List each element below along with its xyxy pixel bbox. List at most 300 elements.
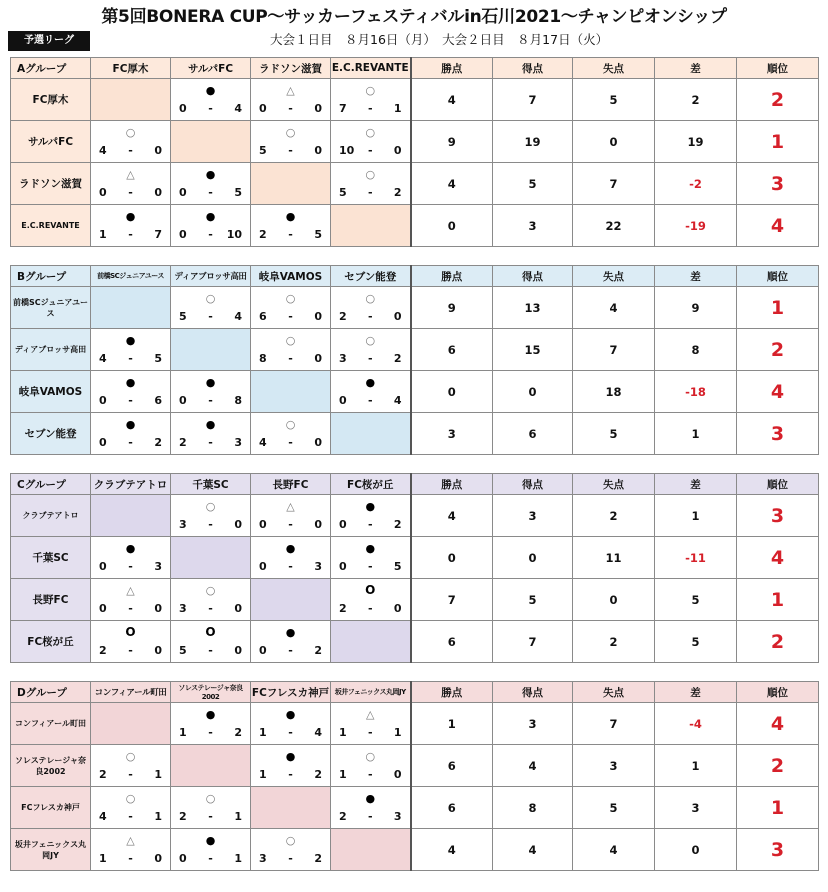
score-against: 10	[226, 228, 242, 241]
score-separator: -	[128, 560, 133, 573]
result-mark: O	[125, 625, 136, 639]
score-separator: -	[367, 394, 373, 407]
match-result	[171, 79, 250, 120]
goal-difference: -19	[655, 205, 737, 247]
score-for: 1	[99, 228, 107, 241]
match-result	[91, 371, 170, 412]
score-separator: -	[367, 726, 373, 739]
score-separator: -	[128, 144, 133, 157]
team-row	[11, 495, 819, 537]
goals-against: 5	[573, 413, 655, 455]
score-separator: -	[367, 768, 373, 781]
opponent-header: サルパFC	[171, 58, 251, 79]
score-against: 4	[234, 310, 242, 323]
result-mark: ●	[125, 210, 136, 223]
goals-against: 0	[573, 121, 655, 163]
score-against: 0	[314, 518, 322, 531]
goals-for: 3	[493, 205, 573, 247]
score-separator: -	[128, 352, 133, 365]
score-separator: -	[288, 768, 293, 781]
score-for: 2	[179, 436, 187, 449]
self-match-cell	[91, 287, 171, 329]
self-match-cell	[251, 579, 331, 621]
score-for: 3	[259, 852, 267, 865]
result-mark: ●	[125, 418, 136, 431]
score-against: 0	[154, 852, 162, 865]
score-against: 5	[314, 228, 322, 241]
score-against: 1	[234, 810, 242, 823]
opponent-header: 坂井フェニックス丸岡JY	[331, 682, 411, 703]
match-result-cell	[91, 537, 171, 579]
score-separator: -	[128, 810, 133, 823]
match-result	[91, 537, 170, 578]
score-against: 0	[314, 144, 322, 157]
match-result-cell	[91, 745, 171, 787]
self-match-cell	[171, 121, 251, 163]
match-result	[331, 163, 410, 204]
rank: 2	[737, 621, 819, 663]
match-result-cell	[171, 205, 251, 247]
stat-header: 勝点	[411, 266, 493, 287]
match-result	[251, 287, 330, 328]
result-mark: ○	[365, 84, 376, 97]
goals-against: 5	[573, 787, 655, 829]
score-for: 0	[179, 852, 187, 865]
score-for: 0	[259, 518, 267, 531]
goal-difference: 9	[655, 287, 737, 329]
score-for: 0	[99, 394, 107, 407]
goals-against: 2	[573, 621, 655, 663]
opponent-header: 岐阜VAMOS	[251, 266, 331, 287]
score-against: 0	[393, 602, 402, 615]
score-against: 2	[393, 186, 402, 199]
group-table-3	[10, 473, 819, 663]
score-separator: -	[367, 144, 373, 157]
score-for: 0	[99, 186, 107, 199]
self-match-cell	[251, 163, 331, 205]
score-for: 2	[179, 810, 187, 823]
self-match-cell	[331, 621, 411, 663]
opponent-header: 千葉SC	[171, 474, 251, 495]
match-result-cell	[331, 703, 411, 745]
match-result	[251, 745, 330, 786]
rank: 3	[737, 413, 819, 455]
goals-for: 3	[493, 495, 573, 537]
result-mark: O	[365, 583, 376, 597]
score-against: 5	[154, 352, 162, 365]
score-against: 0	[314, 310, 322, 323]
self-match-cell	[171, 329, 251, 371]
score-separator: -	[208, 186, 213, 199]
group-header-row	[11, 266, 819, 287]
tournament-dates: 大会１日目 ８月16日（月） 大会２日目 ８月17日（火）	[270, 32, 609, 47]
team-row	[11, 621, 819, 663]
team-name: ラドソン滋賀	[11, 163, 91, 205]
score-separator: -	[208, 726, 213, 739]
match-result-cell	[91, 205, 171, 247]
match-result-cell	[91, 621, 171, 663]
team-name: FC桜が丘	[11, 621, 91, 663]
rank: 2	[737, 745, 819, 787]
score-against: 5	[393, 560, 402, 573]
score-for: 0	[339, 518, 347, 531]
score-against: 5	[234, 186, 242, 199]
self-match-cell	[171, 537, 251, 579]
team-name: FC厚木	[11, 79, 91, 121]
team-row	[11, 287, 819, 329]
rank: 2	[737, 79, 819, 121]
score-against: 0	[234, 644, 242, 657]
match-result	[91, 787, 170, 828]
match-result	[251, 79, 330, 120]
score-for: 0	[339, 394, 347, 407]
result-mark: ○	[365, 292, 376, 305]
result-mark: ●	[285, 708, 296, 721]
stat-header: 失点	[573, 474, 655, 495]
score-for: 1	[99, 852, 107, 865]
match-result	[171, 579, 250, 620]
score-for: 5	[339, 186, 347, 199]
rank: 4	[737, 371, 819, 413]
score-against: 4	[393, 394, 402, 407]
goals-against: 4	[573, 829, 655, 871]
score-against: 1	[154, 810, 162, 823]
opponent-header: クラブテアトロ	[91, 474, 171, 495]
score-separator: -	[288, 560, 293, 573]
match-result	[91, 621, 170, 662]
match-result-cell	[331, 495, 411, 537]
result-mark: ●	[285, 750, 296, 763]
group-label: Bグループ	[11, 266, 91, 287]
opponent-header: コンフィアール町田	[91, 682, 171, 703]
match-result	[251, 121, 330, 162]
match-result	[331, 329, 410, 370]
group-table-4	[10, 681, 819, 871]
score-separator: -	[288, 436, 293, 449]
result-mark: ●	[205, 376, 216, 389]
match-result-cell	[331, 787, 411, 829]
match-result	[331, 79, 410, 120]
points: 6	[411, 787, 493, 829]
result-mark: ○	[365, 750, 376, 763]
self-match-cell	[331, 829, 411, 871]
score-for: 0	[179, 394, 187, 407]
rank: 2	[737, 329, 819, 371]
match-result	[331, 703, 410, 744]
goal-difference: 19	[655, 121, 737, 163]
score-separator: -	[288, 228, 293, 241]
score-against: 7	[154, 228, 162, 241]
score-separator: -	[128, 644, 133, 657]
match-result-cell	[331, 329, 411, 371]
points: 4	[411, 163, 493, 205]
score-separator: -	[128, 768, 133, 781]
match-result	[331, 579, 410, 620]
result-mark: ●	[285, 626, 296, 639]
score-for: 1	[259, 726, 267, 739]
result-mark: ●	[205, 834, 216, 847]
opponent-header: FCフレスカ神戸	[251, 682, 331, 703]
match-result-cell	[251, 121, 331, 163]
match-result	[251, 413, 330, 454]
opponent-header: ラドソン滋賀	[251, 58, 331, 79]
score-separator: -	[208, 518, 213, 531]
team-row	[11, 121, 819, 163]
stat-header: 差	[655, 266, 737, 287]
team-row	[11, 413, 819, 455]
score-for: 5	[179, 644, 187, 657]
match-result-cell	[171, 703, 251, 745]
match-result	[171, 371, 250, 412]
opponent-header: ディアブロッサ高田	[171, 266, 251, 287]
stat-header: 差	[655, 58, 737, 79]
score-separator: -	[288, 102, 293, 115]
match-result-cell	[331, 79, 411, 121]
team-row	[11, 371, 819, 413]
team-name: 前橋SCジュニアユース	[11, 287, 91, 329]
match-result	[171, 829, 250, 870]
goals-against: 3	[573, 745, 655, 787]
score-against: 6	[154, 394, 162, 407]
result-mark: ○	[205, 500, 216, 513]
goal-difference: 5	[655, 579, 737, 621]
score-for: 0	[259, 102, 267, 115]
goals-for: 0	[493, 371, 573, 413]
rank: 1	[737, 579, 819, 621]
result-mark: ●	[365, 542, 376, 555]
points: 0	[411, 537, 493, 579]
match-result	[91, 829, 170, 870]
goals-for: 4	[493, 829, 573, 871]
rank: 4	[737, 205, 819, 247]
score-separator: -	[208, 436, 213, 449]
opponent-header: E.C.REVANTE	[331, 58, 411, 79]
self-match-cell	[251, 787, 331, 829]
match-result-cell	[91, 787, 171, 829]
result-mark: △	[366, 708, 375, 721]
points: 0	[411, 205, 493, 247]
goals-for: 4	[493, 745, 573, 787]
group-header-row	[11, 474, 819, 495]
team-name: 坂井フェニックス丸岡JY	[11, 829, 91, 871]
score-against: 2	[393, 352, 402, 365]
score-separator: -	[288, 852, 293, 865]
score-against: 0	[393, 310, 402, 323]
stat-header: 順位	[737, 682, 819, 703]
stat-header: 勝点	[411, 58, 493, 79]
goal-difference: 3	[655, 787, 737, 829]
result-mark: ●	[125, 334, 136, 347]
match-result	[171, 413, 250, 454]
match-result	[251, 329, 330, 370]
result-mark: △	[286, 500, 295, 513]
result-mark: ○	[205, 292, 216, 305]
team-row	[11, 163, 819, 205]
team-name: 千葉SC	[11, 537, 91, 579]
score-against: 2	[314, 852, 322, 865]
match-result-cell	[251, 329, 331, 371]
result-mark: ●	[205, 418, 216, 431]
match-result	[251, 205, 330, 246]
stat-header: 失点	[573, 682, 655, 703]
score-against: 0	[154, 144, 162, 157]
result-mark: ●	[205, 168, 216, 181]
score-against: 0	[393, 768, 402, 781]
score-separator: -	[288, 518, 293, 531]
score-against: 0	[314, 102, 322, 115]
match-result	[251, 537, 330, 578]
score-for: 1	[179, 726, 187, 739]
match-result-cell	[251, 829, 331, 871]
rank: 3	[737, 163, 819, 205]
goals-against: 22	[573, 205, 655, 247]
team-name: ディアブロッサ高田	[11, 329, 91, 371]
score-against: 2	[314, 644, 322, 657]
score-for: 0	[259, 644, 267, 657]
goals-against: 7	[573, 703, 655, 745]
goals-for: 3	[493, 703, 573, 745]
score-separator: -	[128, 602, 133, 615]
match-result	[91, 579, 170, 620]
goal-difference: 2	[655, 79, 737, 121]
stat-header: 順位	[737, 266, 819, 287]
score-against: 0	[154, 602, 162, 615]
score-for: 4	[99, 810, 107, 823]
match-result-cell	[91, 579, 171, 621]
score-against: 2	[154, 436, 162, 449]
stat-header: 失点	[573, 58, 655, 79]
score-for: 0	[99, 436, 107, 449]
match-result-cell	[251, 495, 331, 537]
match-result-cell	[171, 829, 251, 871]
score-against: 1	[393, 102, 402, 115]
match-result-cell	[251, 79, 331, 121]
score-for: 5	[259, 144, 267, 157]
team-row	[11, 787, 819, 829]
result-mark: ●	[205, 210, 216, 223]
score-for: 1	[339, 726, 347, 739]
score-for: 10	[339, 144, 355, 157]
team-row	[11, 703, 819, 745]
score-for: 3	[179, 518, 187, 531]
result-mark: ●	[205, 84, 216, 97]
score-separator: -	[128, 186, 133, 199]
score-for: 0	[179, 186, 187, 199]
rank: 1	[737, 121, 819, 163]
result-mark: ○	[285, 126, 296, 139]
match-result	[331, 495, 410, 536]
self-match-cell	[331, 413, 411, 455]
goals-for: 5	[493, 163, 573, 205]
match-result-cell	[171, 79, 251, 121]
group-header-row	[11, 58, 819, 79]
score-separator: -	[288, 726, 293, 739]
result-mark: ○	[365, 334, 376, 347]
score-separator: -	[208, 602, 213, 615]
stage-badge: 予選リーグ	[8, 31, 90, 51]
match-result-cell	[251, 205, 331, 247]
goals-for: 6	[493, 413, 573, 455]
match-result	[331, 787, 410, 828]
points: 0	[411, 371, 493, 413]
score-against: 1	[234, 852, 242, 865]
score-for: 0	[99, 560, 107, 573]
match-result-cell	[251, 621, 331, 663]
rank: 4	[737, 703, 819, 745]
match-result-cell	[331, 163, 411, 205]
score-against: 3	[234, 436, 242, 449]
opponent-header: 長野FC	[251, 474, 331, 495]
goal-difference: 1	[655, 495, 737, 537]
team-name: コンフィアール町田	[11, 703, 91, 745]
goals-against: 4	[573, 287, 655, 329]
points: 3	[411, 413, 493, 455]
match-result-cell	[91, 121, 171, 163]
match-result	[331, 371, 410, 412]
result-mark: ●	[285, 210, 296, 223]
match-result-cell	[171, 579, 251, 621]
self-match-cell	[331, 205, 411, 247]
stat-header: 得点	[493, 474, 573, 495]
group-table-1	[10, 57, 819, 247]
score-for: 2	[259, 228, 267, 241]
self-match-cell	[91, 703, 171, 745]
points: 9	[411, 287, 493, 329]
stat-header: 得点	[493, 682, 573, 703]
match-result	[91, 205, 170, 246]
score-against: 3	[154, 560, 162, 573]
score-for: 1	[259, 768, 267, 781]
score-separator: -	[208, 394, 213, 407]
stat-header: 得点	[493, 266, 573, 287]
result-mark: △	[126, 584, 135, 597]
goals-against: 0	[573, 579, 655, 621]
score-against: 0	[234, 602, 242, 615]
result-mark: ●	[125, 542, 136, 555]
rank: 1	[737, 787, 819, 829]
score-separator: -	[367, 560, 373, 573]
match-result	[251, 621, 330, 662]
team-name: サルパFC	[11, 121, 91, 163]
match-result-cell	[251, 745, 331, 787]
score-for: 4	[259, 436, 267, 449]
group-header-row	[11, 682, 819, 703]
score-separator: -	[208, 310, 213, 323]
match-result-cell	[171, 787, 251, 829]
score-for: 2	[339, 602, 347, 615]
match-result	[171, 787, 250, 828]
points: 7	[411, 579, 493, 621]
score-against: 0	[393, 144, 402, 157]
rank: 1	[737, 287, 819, 329]
result-mark: ○	[285, 834, 296, 847]
team-row	[11, 829, 819, 871]
match-result	[251, 829, 330, 870]
match-result	[91, 745, 170, 786]
goal-difference: 1	[655, 413, 737, 455]
team-name: 岐阜VAMOS	[11, 371, 91, 413]
score-against: 2	[314, 768, 322, 781]
score-separator: -	[367, 810, 373, 823]
score-separator: -	[208, 228, 213, 241]
score-for: 4	[99, 352, 107, 365]
match-result-cell	[91, 829, 171, 871]
score-separator: -	[208, 102, 213, 115]
result-mark: △	[286, 84, 295, 97]
result-mark: ○	[205, 792, 216, 805]
match-result-cell	[91, 329, 171, 371]
stat-header: 勝点	[411, 682, 493, 703]
